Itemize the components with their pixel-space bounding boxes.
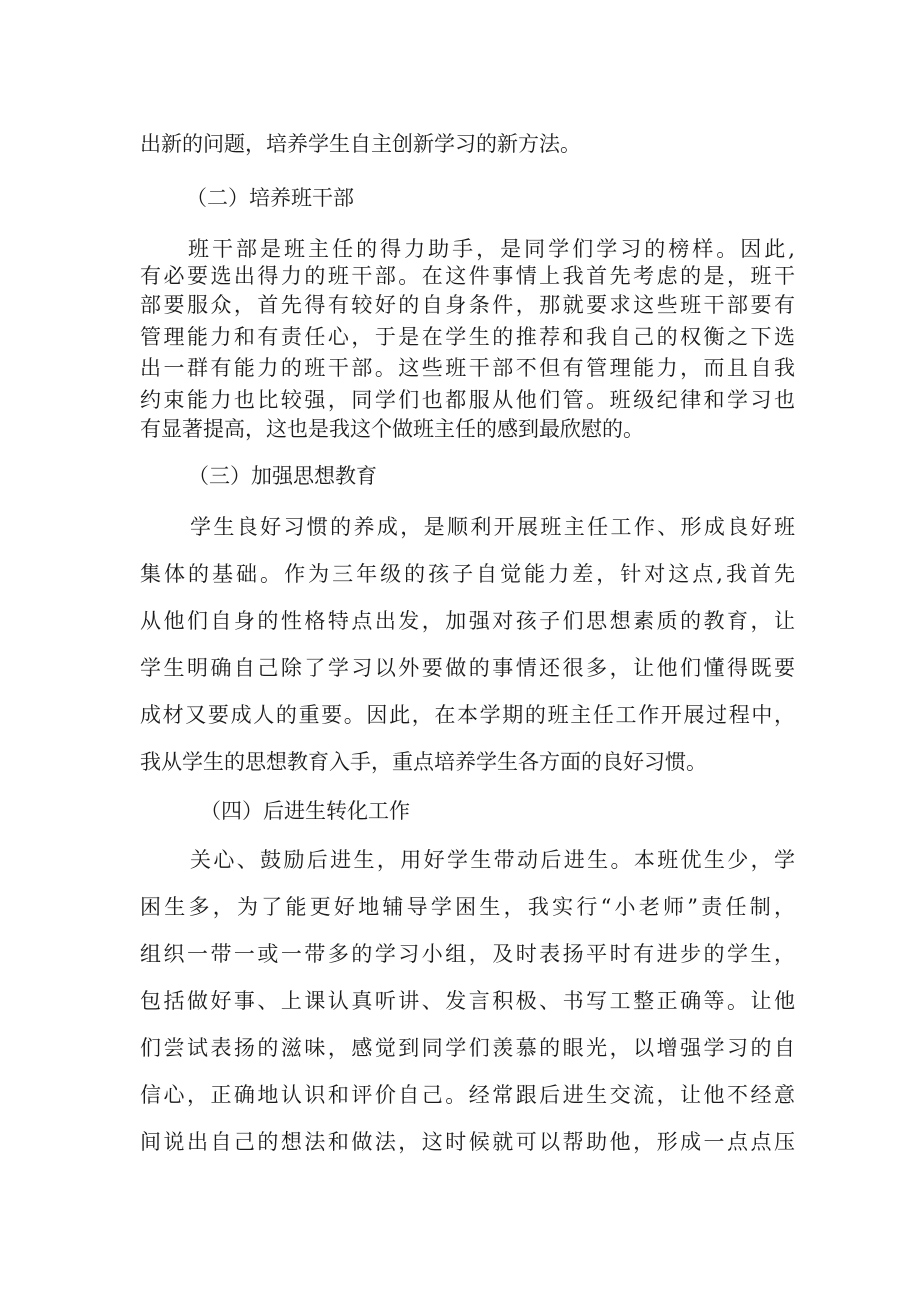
paragraph-line: 关心、鼓励后进生，用好学生带动后进生。本班优生少，学 bbox=[190, 848, 795, 872]
section-heading-4: （四）后进生转化工作 bbox=[200, 799, 410, 823]
paragraph-line: 集体的基础。作为三年级的孩子自觉能力差，针对这点,我首先 bbox=[140, 562, 795, 586]
paragraph-line: 部要服众，首先得有较好的自身条件，那就要求这些班干部要有 bbox=[140, 293, 795, 317]
paragraph-line: 出一群有能力的班干部。这些班干部不但有管理能力，而且自我 bbox=[140, 356, 795, 380]
paragraph-line: 出新的问题，培养学生自主创新学习的新方法。 bbox=[140, 132, 581, 156]
paragraph-line: 学生良好习惯的养成，是顺利开展班主任工作、形成良好班 bbox=[190, 515, 795, 539]
paragraph-line: 有显著提高，这也是我这个做班主任的感到最欣慰的。 bbox=[140, 417, 644, 441]
paragraph-line: 包括做好事、上课认真听讲、发言积极、书写工整正确等。让他 bbox=[140, 989, 795, 1013]
section-heading-2: （二）培养班干部 bbox=[186, 186, 354, 210]
paragraph-line: 间说出自己的想法和做法，这时候就可以帮助他，形成一点点压 bbox=[140, 1130, 795, 1154]
paragraph-line: 困生多，为了能更好地辅导学困生，我实行“小老师”责任制， bbox=[140, 895, 795, 919]
paragraph-line: 从他们自身的性格特点出发，加强对孩子们思想素质的教育，让 bbox=[140, 609, 795, 633]
section-heading-3: （三）加强思想教育 bbox=[188, 464, 377, 488]
paragraph-line: 管理能力和有责任心，于是在学生的推荐和我自己的权衡之下选 bbox=[140, 325, 795, 349]
paragraph-line: 们尝试表扬的滋味，感觉到同学们羡慕的眼光，以增强学习的自 bbox=[140, 1036, 795, 1060]
paragraph-line: 约束能力也比较强，同学们也都服从他们管。班级纪律和学习也 bbox=[140, 388, 795, 412]
paragraph-line: 信心，正确地认识和评价自己。经常跟后进生交流，让他不经意 bbox=[140, 1083, 795, 1107]
paragraph-line: 成材又要成人的重要。因此，在本学期的班主任工作开展过程中， bbox=[140, 703, 795, 727]
paragraph-line: 有必要选出得力的班干部。在这件事情上我首先考虑的是，班干 bbox=[140, 264, 795, 288]
paragraph-line: 我从学生的思想教育入手，重点培养学生各方面的良好习惯。 bbox=[140, 750, 707, 774]
paragraph-line: 组织一带一或一带多的学习小组，及时表扬平时有进步的学生， bbox=[140, 942, 795, 966]
paragraph-line: 班干部是班主任的得力助手，是同学们学习的榜样。因此, bbox=[188, 237, 795, 261]
paragraph-line: 学生明确自己除了学习以外要做的事情还很多，让他们懂得既要 bbox=[140, 656, 795, 680]
